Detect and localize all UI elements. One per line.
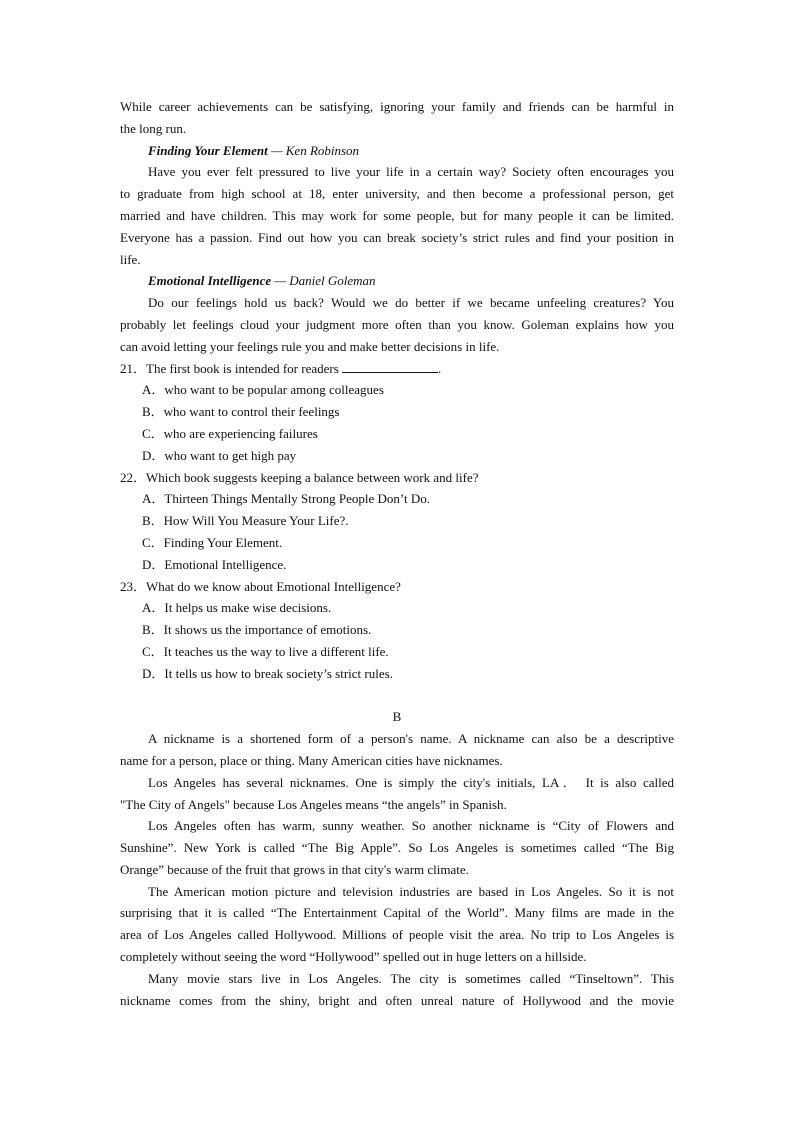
intro-line: While career achievements can be satisfying, ignoring your family and friends can be harmful in <box>120 99 674 114</box>
question-number: 22． <box>120 469 147 485</box>
option-b: B．How Will You Measure Your Life?. <box>142 513 349 529</box>
option-b: B．who want to control their feelings <box>142 404 340 420</box>
question-stem: Which book suggests keeping a balance between work and life? <box>146 469 479 485</box>
paragraph-line: name for a person, place or thing. Many American cities have nicknames. <box>120 752 503 768</box>
paragraph-line: A nickname is a shortened form of a person's name. A nickname can also be a descriptive <box>148 731 674 747</box>
paragraph-line: Sunshine”. New York is called “The Big Apple”. So Los Angeles is sometimes called “The Big <box>120 840 674 856</box>
paragraph-line: Do our feelings hold us back? Would we do better if we became unfeeling creatures? You <box>148 295 674 311</box>
paragraph-line: nickname comes from the shiny, bright and often unreal nature of Hollywood and the movie <box>120 992 674 1008</box>
paragraph-line: The American motion picture and television industries are based in Los Angeles. So it is not <box>148 883 674 899</box>
option-d: D．who want to get high pay <box>142 447 297 463</box>
book-author: — Ken Robinson <box>270 142 360 158</box>
option-a: A．Thirteen Things Mentally Strong People Don’t Do. <box>142 491 431 507</box>
paragraph-line: life. <box>120 251 141 267</box>
paragraph-line: completely without seeing the word “Hollywood” spelled out in huge letters on a hillside. <box>120 949 587 965</box>
book-title-text: Finding Your Element <box>148 142 268 158</box>
paragraph-line: Orange” because of the fruit that grows in that city's warm climate. <box>120 861 469 877</box>
question-23 <box>120 576 674 598</box>
paragraph-line: to graduate from high school at 18, enter university, and then become a professional person, get <box>120 186 674 202</box>
question-stem: The first book is intended for readers <box>146 360 339 376</box>
section-heading: B <box>392 709 402 725</box>
option-a: A．who want to be popular among colleagues <box>142 382 384 398</box>
option-c: C．who are experiencing failures <box>142 425 318 441</box>
option-d: D．Emotional Intelligence. <box>142 556 287 572</box>
intro-line: the long run. <box>120 120 187 136</box>
document-page <box>120 96 674 1011</box>
section-gap <box>120 685 674 707</box>
option-c: C．Finding Your Element. <box>142 534 283 550</box>
option-c: C．It teaches us the way to live a different life. <box>142 643 389 659</box>
answer-blank <box>342 360 438 373</box>
question-22 <box>120 467 674 489</box>
question-stem-end: . <box>438 360 442 376</box>
paragraph-line: Los Angeles has several nicknames. One is simply the city's initials, LA． It is also called <box>148 774 674 790</box>
option-a: A．It helps us make wise decisions. <box>142 600 332 616</box>
paragraph-line: Everyone has a passion. Find out how you can break society’s strict rules and find your position in <box>120 229 674 245</box>
paragraph-line: area of Los Angeles called Hollywood. Millions of people visit the area. No trip to Los Angeles is <box>120 927 674 943</box>
paragraph-line: surprising that it is called “The Entertainment Capital of the World”. Many films are made in the <box>120 905 674 921</box>
book-title <box>120 140 674 162</box>
paragraph-line: Los Angeles often has warm, sunny weather. So another nickname is “City of Flowers and <box>148 818 674 834</box>
paragraph-line: can avoid letting your feelings rule you and make better decisions in life. <box>120 338 500 354</box>
paragraph-line: married and have children. This may work for some people, but for many people it can be limited. <box>120 207 674 223</box>
paragraph-line: "The City of Angels" because Los Angeles means “the angels” in Spanish. <box>120 796 507 812</box>
book-author: — Daniel Goleman <box>274 273 376 289</box>
question-21 <box>120 358 674 380</box>
book-title-text: Emotional Intelligence <box>148 273 272 289</box>
paragraph-line: Many movie stars live in Los Angeles. The city is sometimes called “Tinseltown”. This <box>148 970 674 986</box>
paragraph-line: Have you ever felt pressured to live your life in a certain way? Society often encourages you <box>148 164 674 180</box>
paragraph-line: probably let feelings cloud your judgment more often than you know. Goleman explains how you <box>120 316 674 332</box>
question-number: 23． <box>120 578 147 594</box>
question-number: 21． <box>120 360 147 376</box>
option-b: B．It shows us the importance of emotions. <box>142 622 372 638</box>
question-stem: What do we know about Emotional Intelligence? <box>146 578 401 594</box>
book-title <box>120 270 674 292</box>
option-d: D．It tells us how to break society’s strict rules. <box>142 665 393 681</box>
